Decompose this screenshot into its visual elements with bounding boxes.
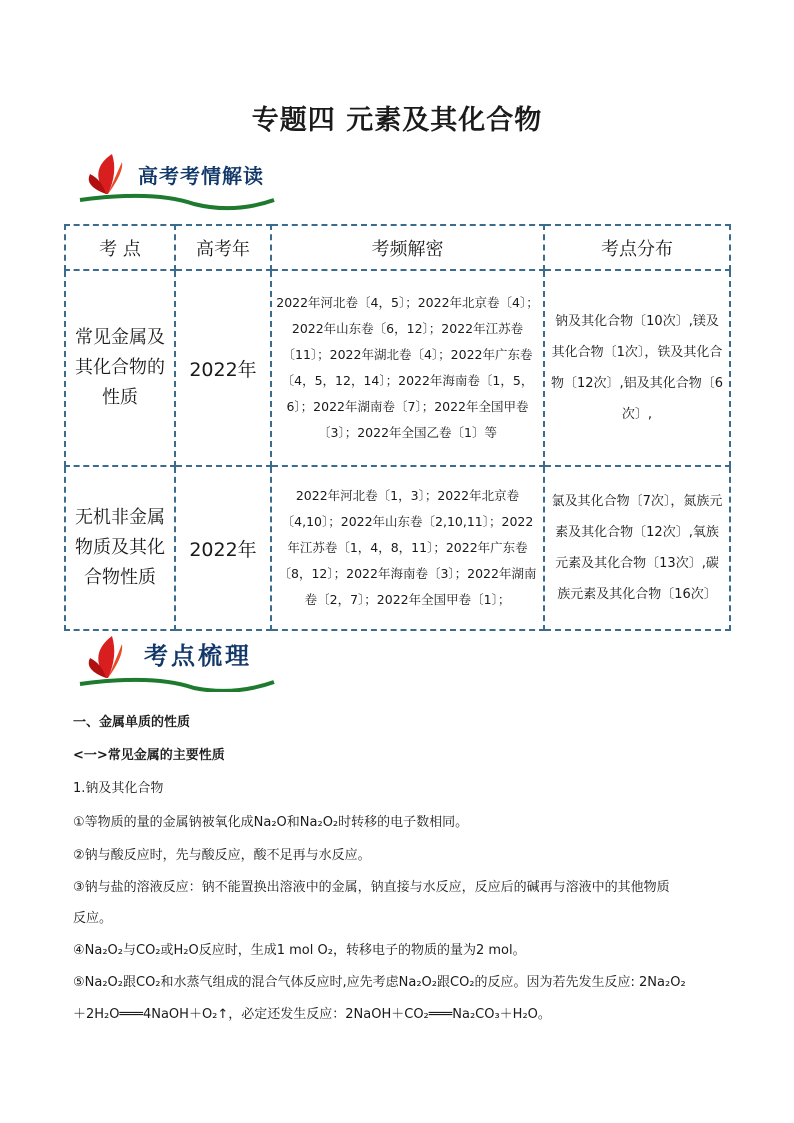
subsection-heading: <一>常见金属的主要性质 <box>73 748 225 763</box>
topic-cell: 常见金属及其化合物的性质 <box>65 270 175 466</box>
header-distribution: 考点分布 <box>544 225 730 270</box>
table-row <box>65 466 730 630</box>
document-title: 专题四 元素及其化合物 <box>251 105 543 136</box>
distribution-cell: 钠及其化合物〔10次〕,镁及其化合物〔1次〕，铁及其化合物〔12次〕,铝及其化合物〔6次〕, <box>544 270 730 466</box>
section-banner-key-points <box>74 630 284 692</box>
topic-cell: 无机非金属物质及其化合物性质 <box>65 466 175 630</box>
section-heading: 一、金属单质的性质 <box>73 715 191 730</box>
content-line: ④Na₂O₂与CO₂或H₂O反应时，生成1 mol O₂，转移电子的物质的量为2 mol。 <box>73 943 526 958</box>
content-line: ②钠与酸反应时，先与酸反应，酸不足再与水反应。 <box>73 848 371 863</box>
exam-analysis-table <box>64 224 731 631</box>
content-line: ＋2H₂O═══4NaOH＋O₂↑，必定还发生反应：2NaOH＋CO₂═══Na₂CO₃＋H₂O。 <box>73 1007 551 1022</box>
header-year: 高考年 <box>175 225 271 270</box>
banner-title: 高考考情解读 <box>138 164 264 188</box>
banner-title: 考点梳理 <box>144 641 252 670</box>
header-topic: 考 点 <box>65 225 175 270</box>
section-banner-exam-analysis <box>74 150 284 212</box>
frequency-cell: 2022年河北卷〔4，5〕；2022年北京卷〔4〕；2022年山东卷〔6，12〕；2022年江苏卷〔11〕；2022年湖北卷〔4〕；2022年广东卷〔4，5，12，14〕；2022年海南卷〔1，5，6〕；2022年湖南卷〔7〕；2022年全国甲卷〔3〕；2022年全国乙卷〔1〕等 <box>271 270 544 466</box>
topic-heading: 1.钠及其化合物 <box>73 781 164 796</box>
frequency-cell: 2022年河北卷〔1，3〕；2022年北京卷〔4,10〕；2022年山东卷〔2,10,11〕；2022年江苏卷〔1，4，8，11〕；2022年广东卷〔8，12〕；2022年海南卷〔3〕；2022年湖南卷〔2，7〕；2022年全国甲卷〔1〕； <box>271 466 544 630</box>
content-line: 反应。 <box>73 911 113 926</box>
header-frequency: 考频解密 <box>271 225 544 270</box>
distribution-cell: 氯及其化合物〔7次〕，氮族元素及其化合物〔12次〕,氧族元素及其化合物〔13次〕,碳族元素及其化合物〔16次〕 <box>544 466 730 630</box>
content-line: ①等物质的量的金属钠被氧化成Na₂O和Na₂O₂时转移的电子数相同。 <box>73 815 469 830</box>
content-line: ⑤Na₂O₂跟CO₂和水蒸气组成的混合气体反应时,应先考虑Na₂O₂跟CO₂的反应。因为若先发生反应: 2Na₂O₂ <box>73 975 686 990</box>
content-line: ③钠与盐的溶液反应：钠不能置换出溶液中的金属，钠直接与水反应，反应后的碱再与溶液中的其他物质 <box>73 880 670 895</box>
table-row <box>65 270 730 466</box>
table-header-row <box>65 225 730 270</box>
year-cell: 2022年 <box>175 270 271 466</box>
year-cell: 2022年 <box>175 466 271 630</box>
